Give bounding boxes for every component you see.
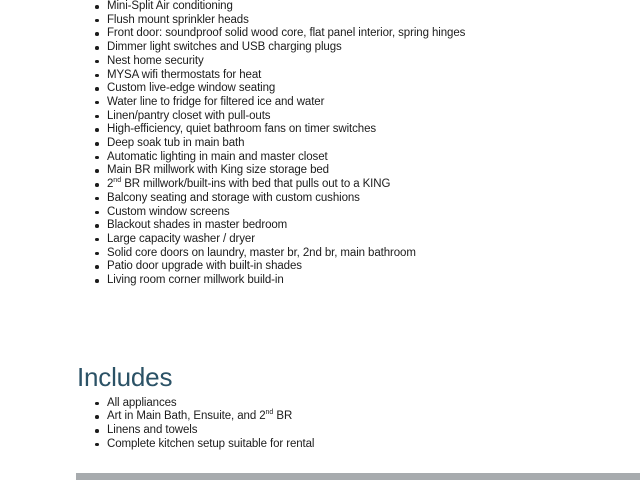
- item-text: Living room corner millwork build-in: [107, 274, 284, 287]
- item-text: Front door: soundproof solid wood core, flat panel interior, spring hinges: [107, 27, 466, 40]
- item-text: Blackout shades in master bedroom: [107, 219, 288, 232]
- item-text: MYSA wifi thermostats for heat: [107, 68, 262, 81]
- list-item: [107, 82, 640, 96]
- list-item: [107, 151, 640, 165]
- item-text: Patio door upgrade with built-in shades: [107, 260, 302, 273]
- list-item: [107, 0, 640, 14]
- list-item: [107, 123, 640, 137]
- item-text: BR millwork/built-ins with bed that pulls out to a KING: [121, 178, 391, 191]
- item-text: Mini-Split Air conditioning: [107, 0, 233, 12]
- list-item: [107, 96, 640, 110]
- item-text: Custom window screens: [107, 205, 230, 218]
- item-text: Automatic lighting in main and master closet: [107, 150, 328, 163]
- list-item: [107, 438, 640, 452]
- list-item: [107, 69, 640, 83]
- includes-list: [0, 397, 640, 452]
- item-text: Linens and towels: [107, 424, 198, 437]
- list-item: [107, 233, 640, 247]
- list-item: [107, 14, 640, 28]
- list-item: [107, 274, 640, 288]
- list-item: [107, 178, 640, 192]
- item-text: Balcony seating and storage with custom cushions: [107, 191, 360, 204]
- item-text: High-efficiency, quiet bathroom fans on timer switches: [107, 123, 377, 136]
- list-item: [107, 41, 640, 55]
- list-item: [107, 55, 640, 69]
- list-item: [107, 424, 640, 438]
- superscript-text: nd: [113, 177, 122, 185]
- superscript-text: nd: [265, 409, 274, 417]
- list-item: [107, 27, 640, 41]
- list-item: [107, 219, 640, 233]
- item-text: Deep soak tub in main bath: [107, 137, 245, 150]
- item-text: BR: [273, 410, 293, 423]
- item-text: Dimmer light switches and USB charging plugs: [107, 41, 342, 54]
- list-item: [107, 397, 640, 411]
- page-bottom-bar: [76, 473, 640, 480]
- includes-heading: Includes: [77, 361, 173, 392]
- item-text: Water line to fridge for filtered ice and water: [107, 95, 325, 108]
- item-text: Complete kitchen setup suitable for rental: [107, 437, 315, 450]
- list-item: [107, 137, 640, 151]
- item-text: Nest home security: [107, 54, 204, 67]
- item-text: Flush mount sprinkler heads: [107, 13, 249, 26]
- list-item: [107, 247, 640, 261]
- item-text: All appliances: [107, 396, 177, 409]
- item-text: Large capacity washer / dryer: [107, 232, 255, 245]
- list-item: [107, 206, 640, 220]
- list-item: [107, 110, 640, 124]
- item-text: Linen/pantry closet with pull-outs: [107, 109, 271, 122]
- item-text: Custom live-edge window seating: [107, 82, 276, 95]
- item-text: Art in Main Bath, Ensuite, and 2: [107, 410, 266, 423]
- list-item: [107, 410, 640, 424]
- list-item: [107, 192, 640, 206]
- item-text: Solid core doors on laundry, master br, 2nd br, main bathroom: [107, 246, 416, 259]
- list-item: [107, 164, 640, 178]
- list-item: [107, 260, 640, 274]
- item-text: Main BR millwork with King size storage bed: [107, 164, 329, 177]
- item-text: 2: [107, 178, 114, 191]
